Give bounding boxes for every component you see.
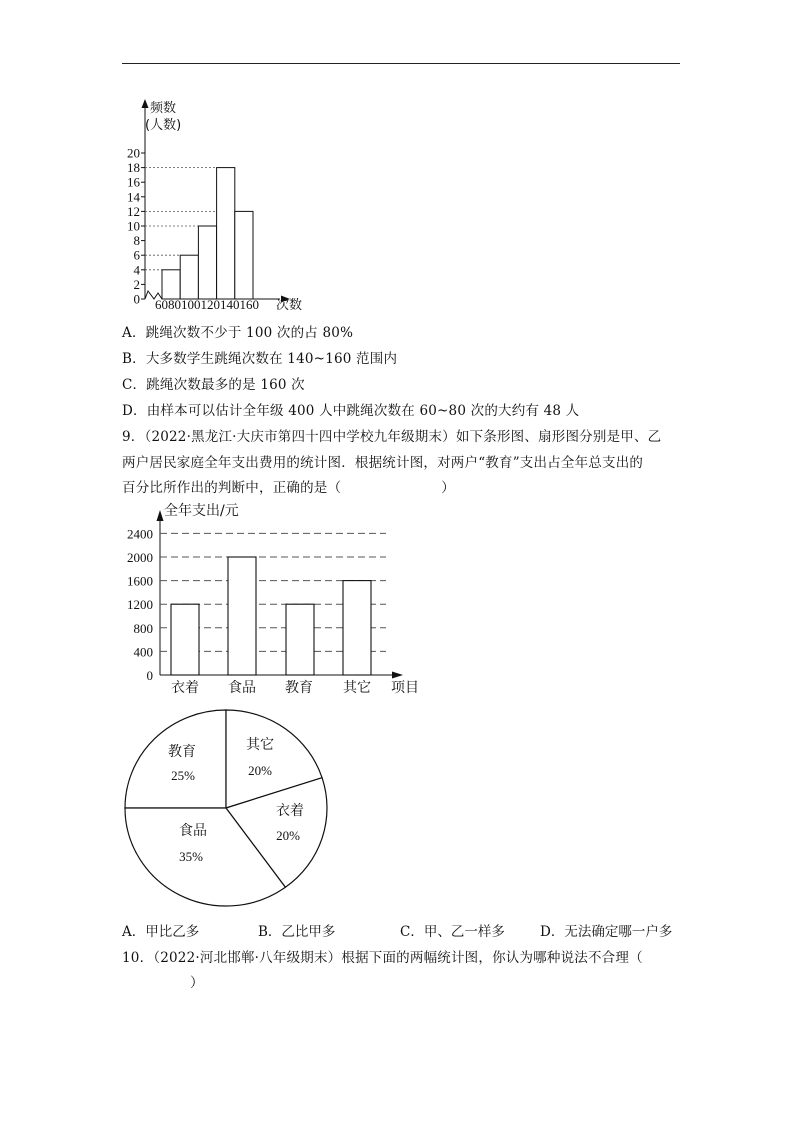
histogram-xlabel: 次数 <box>276 298 303 313</box>
q10-stem-line1: 10．（2022·河北邯郸·八年级期末）根据下面的两幅统计图，你认为哪种说法不合理（ <box>122 950 643 966</box>
q9-option-b: B．乙比甲多 <box>258 924 336 940</box>
histogram-ytick-label: 10 <box>127 218 140 234</box>
bar-chart-ylabel: 全年支出/元 <box>164 503 239 519</box>
histogram-ytick-label: 8 <box>133 233 140 249</box>
pie-slice-label: 衣着 <box>276 803 304 819</box>
bar-chart-ytick-label: 0 <box>146 668 153 683</box>
q9-option-d: D．无法确定哪一户多 <box>540 924 673 940</box>
pie-slice-label: 教育 <box>168 744 196 760</box>
bar-chart-ytick-label: 400 <box>133 644 153 660</box>
histogram-ytick-label: 18 <box>127 160 140 176</box>
histogram-ylabel-line1: 频数 <box>150 101 177 116</box>
histogram-ytick-label: 6 <box>133 247 140 263</box>
bar-chart-ytick-label: 1600 <box>127 573 153 589</box>
pie-slice-percent: 20% <box>248 763 272 778</box>
bar-chart-xlabel: 项目 <box>391 680 419 696</box>
q9-option-c: C．甲、乙一样多 <box>400 924 505 940</box>
bar-chart-category-label: 教育 <box>285 680 313 696</box>
q8-option-d: D．由样本可以估计全年级 400 人中跳绳次数在 60~80 次的大约有 48 人 <box>122 403 580 419</box>
q9-stem-line1: 9．（2022·黑龙江·大庆市第四十四中学校九年级期末）如下条形图、扇形图分别是甲、乙 <box>122 429 662 445</box>
bar-chart-ytick-label: 2000 <box>127 550 153 565</box>
histogram-ytick-label: 0 <box>133 291 140 307</box>
histogram-ytick-label: 4 <box>133 262 140 278</box>
bar-chart-category-label: 食品 <box>228 680 256 696</box>
q10-stem-line2: ） <box>190 975 204 991</box>
bar-chart-category-label: 衣着 <box>171 680 199 696</box>
histogram-xtick-labels: 6080100120140160 <box>155 297 259 312</box>
bar-chart-ytick-label: 1200 <box>127 597 153 613</box>
q9-stem-line3-start: 百分比所作出的判断中，正确的是（ <box>122 480 342 496</box>
histogram-ytick-label: 14 <box>127 189 140 205</box>
q9-stem-line3-end: ） <box>441 480 455 496</box>
histogram-ytick-label: 20 <box>127 145 140 161</box>
bar-chart-ytick-label: 800 <box>133 620 153 636</box>
histogram-ytick-label: 2 <box>133 276 140 292</box>
q9-stem-line2: 两户居民家庭全年支出费用的统计图．根据统计图，对两户“教育”支出占全年总支出的 <box>122 455 644 471</box>
histogram-ylabel-line2: (人数) <box>145 118 182 133</box>
q8-option-b: B．大多数学生跳绳次数在 140~160 范围内 <box>122 351 398 367</box>
pie-slice-label: 其它 <box>246 737 274 753</box>
bar-chart-ytick-label: 2400 <box>127 526 153 542</box>
histogram-ytick-label: 12 <box>127 203 140 219</box>
histogram-ytick-label: 16 <box>127 174 140 190</box>
pie-slice-label: 食品 <box>179 823 207 839</box>
q8-option-c: C．跳绳次数最多的是 160 次 <box>122 377 305 393</box>
q9-option-a: A．甲比乙多 <box>122 924 200 940</box>
bar-chart-category-label: 其它 <box>343 680 371 696</box>
pie-slice-percent: 35% <box>179 849 203 864</box>
pie-slice-percent: 25% <box>171 768 195 783</box>
pie-slice-percent: 20% <box>276 828 300 843</box>
q8-option-a: A．跳绳次数不少于 100 次的占 80% <box>122 325 354 341</box>
